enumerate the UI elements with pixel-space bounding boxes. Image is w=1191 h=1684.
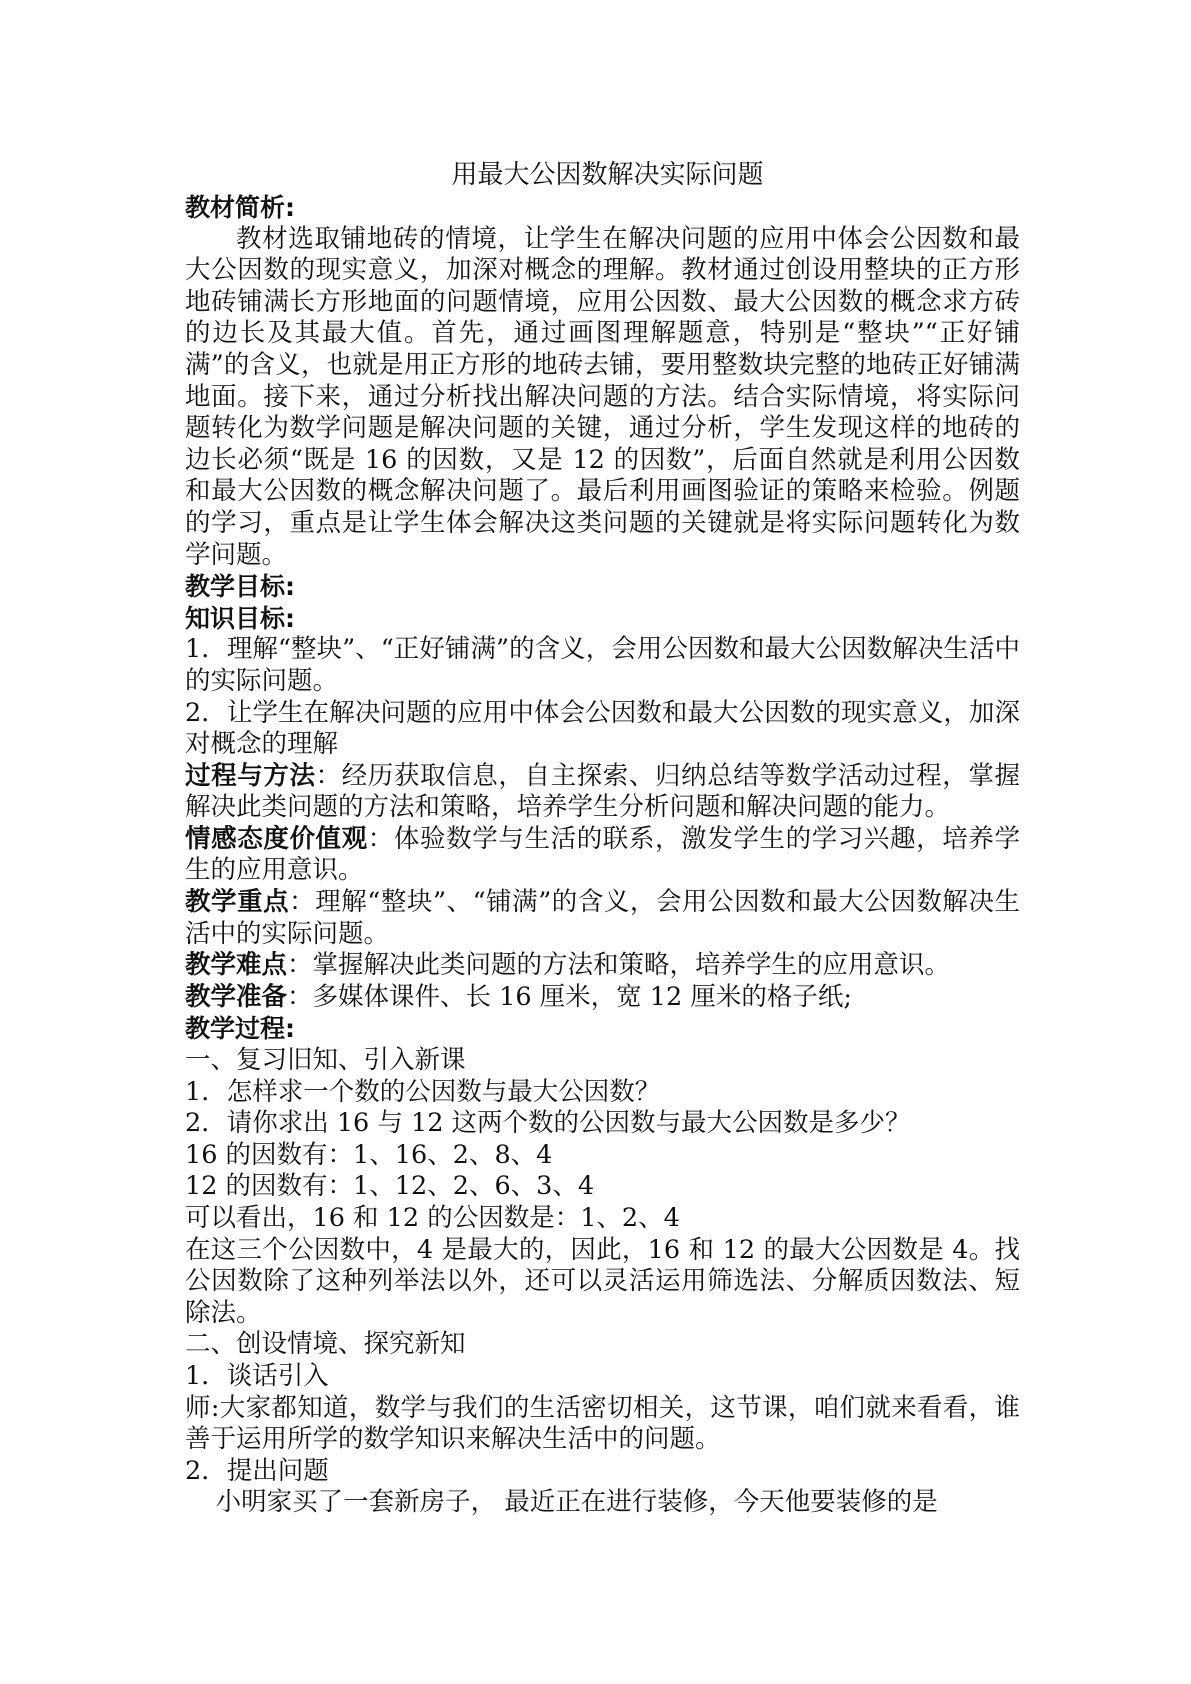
heading-teaching-goals: 教学目标: xyxy=(185,572,295,602)
process-line: 可以看出，16 和 12 的公因数是：1、2、4 xyxy=(185,1203,680,1233)
process-method-paragraph xyxy=(185,761,1020,824)
key-point-label: 教学重点 xyxy=(185,887,290,918)
process-line: 2．请你求出 16 与 12 这两个数的公因数与最大公因数是多少？ xyxy=(185,1108,911,1139)
heading-knowledge-goals: 知识目标: xyxy=(185,603,295,633)
difficulty-paragraph xyxy=(185,950,1020,982)
process-line: 一、复习旧知、引入新课 xyxy=(185,1045,466,1076)
process-line: 16 的因数有：1、16、2、8、4 xyxy=(185,1139,553,1170)
process-line: 1．谈话引入 xyxy=(185,1360,329,1391)
process-method-label: 过程与方法 xyxy=(185,760,316,791)
heading-textbook-analysis: 教材简析: xyxy=(185,193,295,222)
key-point-paragraph xyxy=(185,887,1020,950)
process-line: 1．怎样求一个数的公因数与最大公因数？ xyxy=(185,1076,661,1107)
emotion-values-text: ：体验数学与生活的联系，激发学生的学习兴趣，培养学生的应用意识。 xyxy=(185,823,1020,886)
difficulty-text: ：掌握解决此类问题的方法和策略，培养学生的应用意识。 xyxy=(287,950,951,981)
process-line: 2．提出问题 xyxy=(185,1455,329,1486)
process-method-text: ：经历获取信息，自主探索、归纳总结等数学活动过程，掌握解决此类问题的方法和策略，培养学生分析问题和解决问题的能力。 xyxy=(185,760,1020,823)
preparation-label: 教学准备 xyxy=(185,981,288,1012)
difficulty-label: 教学难点 xyxy=(185,950,288,981)
document-page xyxy=(185,158,1020,1519)
key-point-text: ：理解“整块”、“铺满”的含义，会用公因数和最大公因数解决生活中的实际问题。 xyxy=(185,887,1020,949)
knowledge-item-1: 1．理解“整块”、“正好铺满”的含义，会用公因数和最大公因数解决生活中的实际问题。 xyxy=(185,634,1020,696)
process-line: 12 的因数有：1、12、2、6、3、4 xyxy=(185,1171,595,1202)
heading-teaching-process: 教学过程: xyxy=(185,1014,295,1044)
emotion-values-paragraph xyxy=(185,824,1020,887)
process-line: 师:大家都知道，数学与我们的生活密切相关，这节课，咱们就来看看，谁善于运用所学的数学知识来解决生活中的问题。 xyxy=(185,1392,1020,1455)
preparation-paragraph xyxy=(185,982,1020,1014)
story-paragraph: 小明家买了一套新房子， 最近正在进行装修，今天他要装修的是 xyxy=(215,1487,938,1518)
process-line: 在这三个公因数中，4 是最大的，因此，16 和 12 的最大公因数是 4。找公因数除了这种列举法以外，还可以灵活运用筛选法、分解质因数法、短除法。 xyxy=(185,1234,1020,1328)
knowledge-item-2: 2．让学生在解决问题的应用中体会公因数和最大公因数的现实意义，加深对概念的理解 xyxy=(185,697,1020,760)
document-title: 用最大公因数解决实际问题 xyxy=(451,160,764,190)
process-line: 二、创设情境、探究新知 xyxy=(185,1329,466,1360)
preparation-text: ：多媒体课件、长 16 厘米，宽 12 厘米的格子纸; xyxy=(287,981,852,1012)
emotion-values-label: 情感态度价值观 xyxy=(185,823,368,854)
textbook-analysis-body: 教材选取铺地砖的情境，让学生在解决问题的应用中体会公因数和最大公因数的现实意义，加深对概念的理解。教材通过创设用整块的正方形地砖铺满长方形地面的问题情境，应用公因数、最大公因数的概念求方砖的边长及其最大值。首先，通过画图理解题意，特别是“整块”“正好铺满”的含义，也就是用正方形的地砖去铺，要用整数块完整的地砖正好铺满地面。接下来，通过分析找出解决问题的方法。结合实际情境，将实际问题转化为数学问题是解决问题的关键，通过分析，学生发现这样的地砖的边长必须“既是 16 的因数，又是 12 的因数”，后面自然就是利用公因数和最大公因数的概念解决问题了。最后利用画图验证的策略来检验。例题的学习，重点是让学生体会解决这类问题的关键就是将实际问题转化为数学问题。 xyxy=(185,223,1020,570)
